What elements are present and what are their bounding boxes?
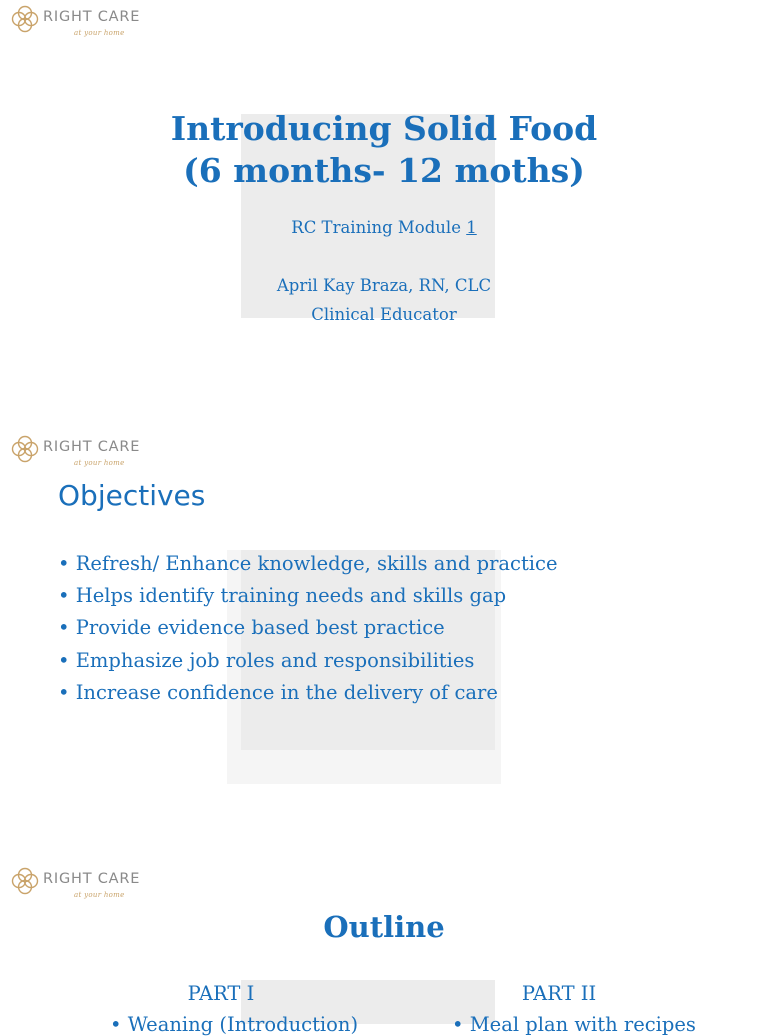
presenter-name: April Kay Braza, RN, CLC (276, 276, 492, 295)
list-item: • Increase confidence in the delivery of care (58, 680, 498, 704)
part-1-label: PART I (187, 982, 255, 1005)
outline-heading: Outline (323, 910, 445, 944)
brand-name: RIGHT CARE (43, 871, 141, 887)
slide-title (0, 0, 768, 430)
part-1-item: • Weaning (Introduction) (110, 1013, 359, 1036)
brand-tagline: at your home (74, 459, 125, 467)
brand-logo (10, 434, 150, 470)
title-line-1: Introducing Solid Food (170, 109, 598, 148)
clover-logo-icon (10, 434, 40, 464)
module-label (0, 218, 768, 237)
slide-objectives (0, 430, 768, 860)
list-item: • Helps identify training needs and skills gap (58, 584, 507, 608)
brand-logo (10, 4, 150, 40)
module-number: 1 (466, 218, 477, 237)
list-item: • Provide evidence based best practice (58, 616, 445, 640)
brand-logo (10, 866, 150, 902)
slide-outline (0, 862, 768, 1036)
brand-name: RIGHT CARE (43, 9, 141, 25)
list-item: • Refresh/ Enhance knowledge, skills and practice (58, 552, 558, 575)
presenter-role: Clinical Educator (311, 305, 457, 324)
clover-logo-icon (10, 866, 40, 896)
module-prefix: RC Training Module (291, 218, 467, 237)
part-2-label: PART II (521, 982, 597, 1005)
part-2-item: • Meal plan with recipes (452, 1013, 696, 1036)
objectives-list (58, 548, 558, 709)
brand-tagline: at your home (74, 891, 125, 899)
brand-tagline: at your home (74, 29, 125, 37)
title-line-2: (6 months- 12 moths) (183, 151, 585, 190)
objectives-heading: Objectives (58, 479, 206, 512)
clover-logo-icon (10, 4, 40, 34)
brand-name: RIGHT CARE (43, 439, 141, 455)
slide-title-heading (0, 108, 768, 192)
list-item: • Emphasize job roles and responsibilities (58, 648, 475, 672)
